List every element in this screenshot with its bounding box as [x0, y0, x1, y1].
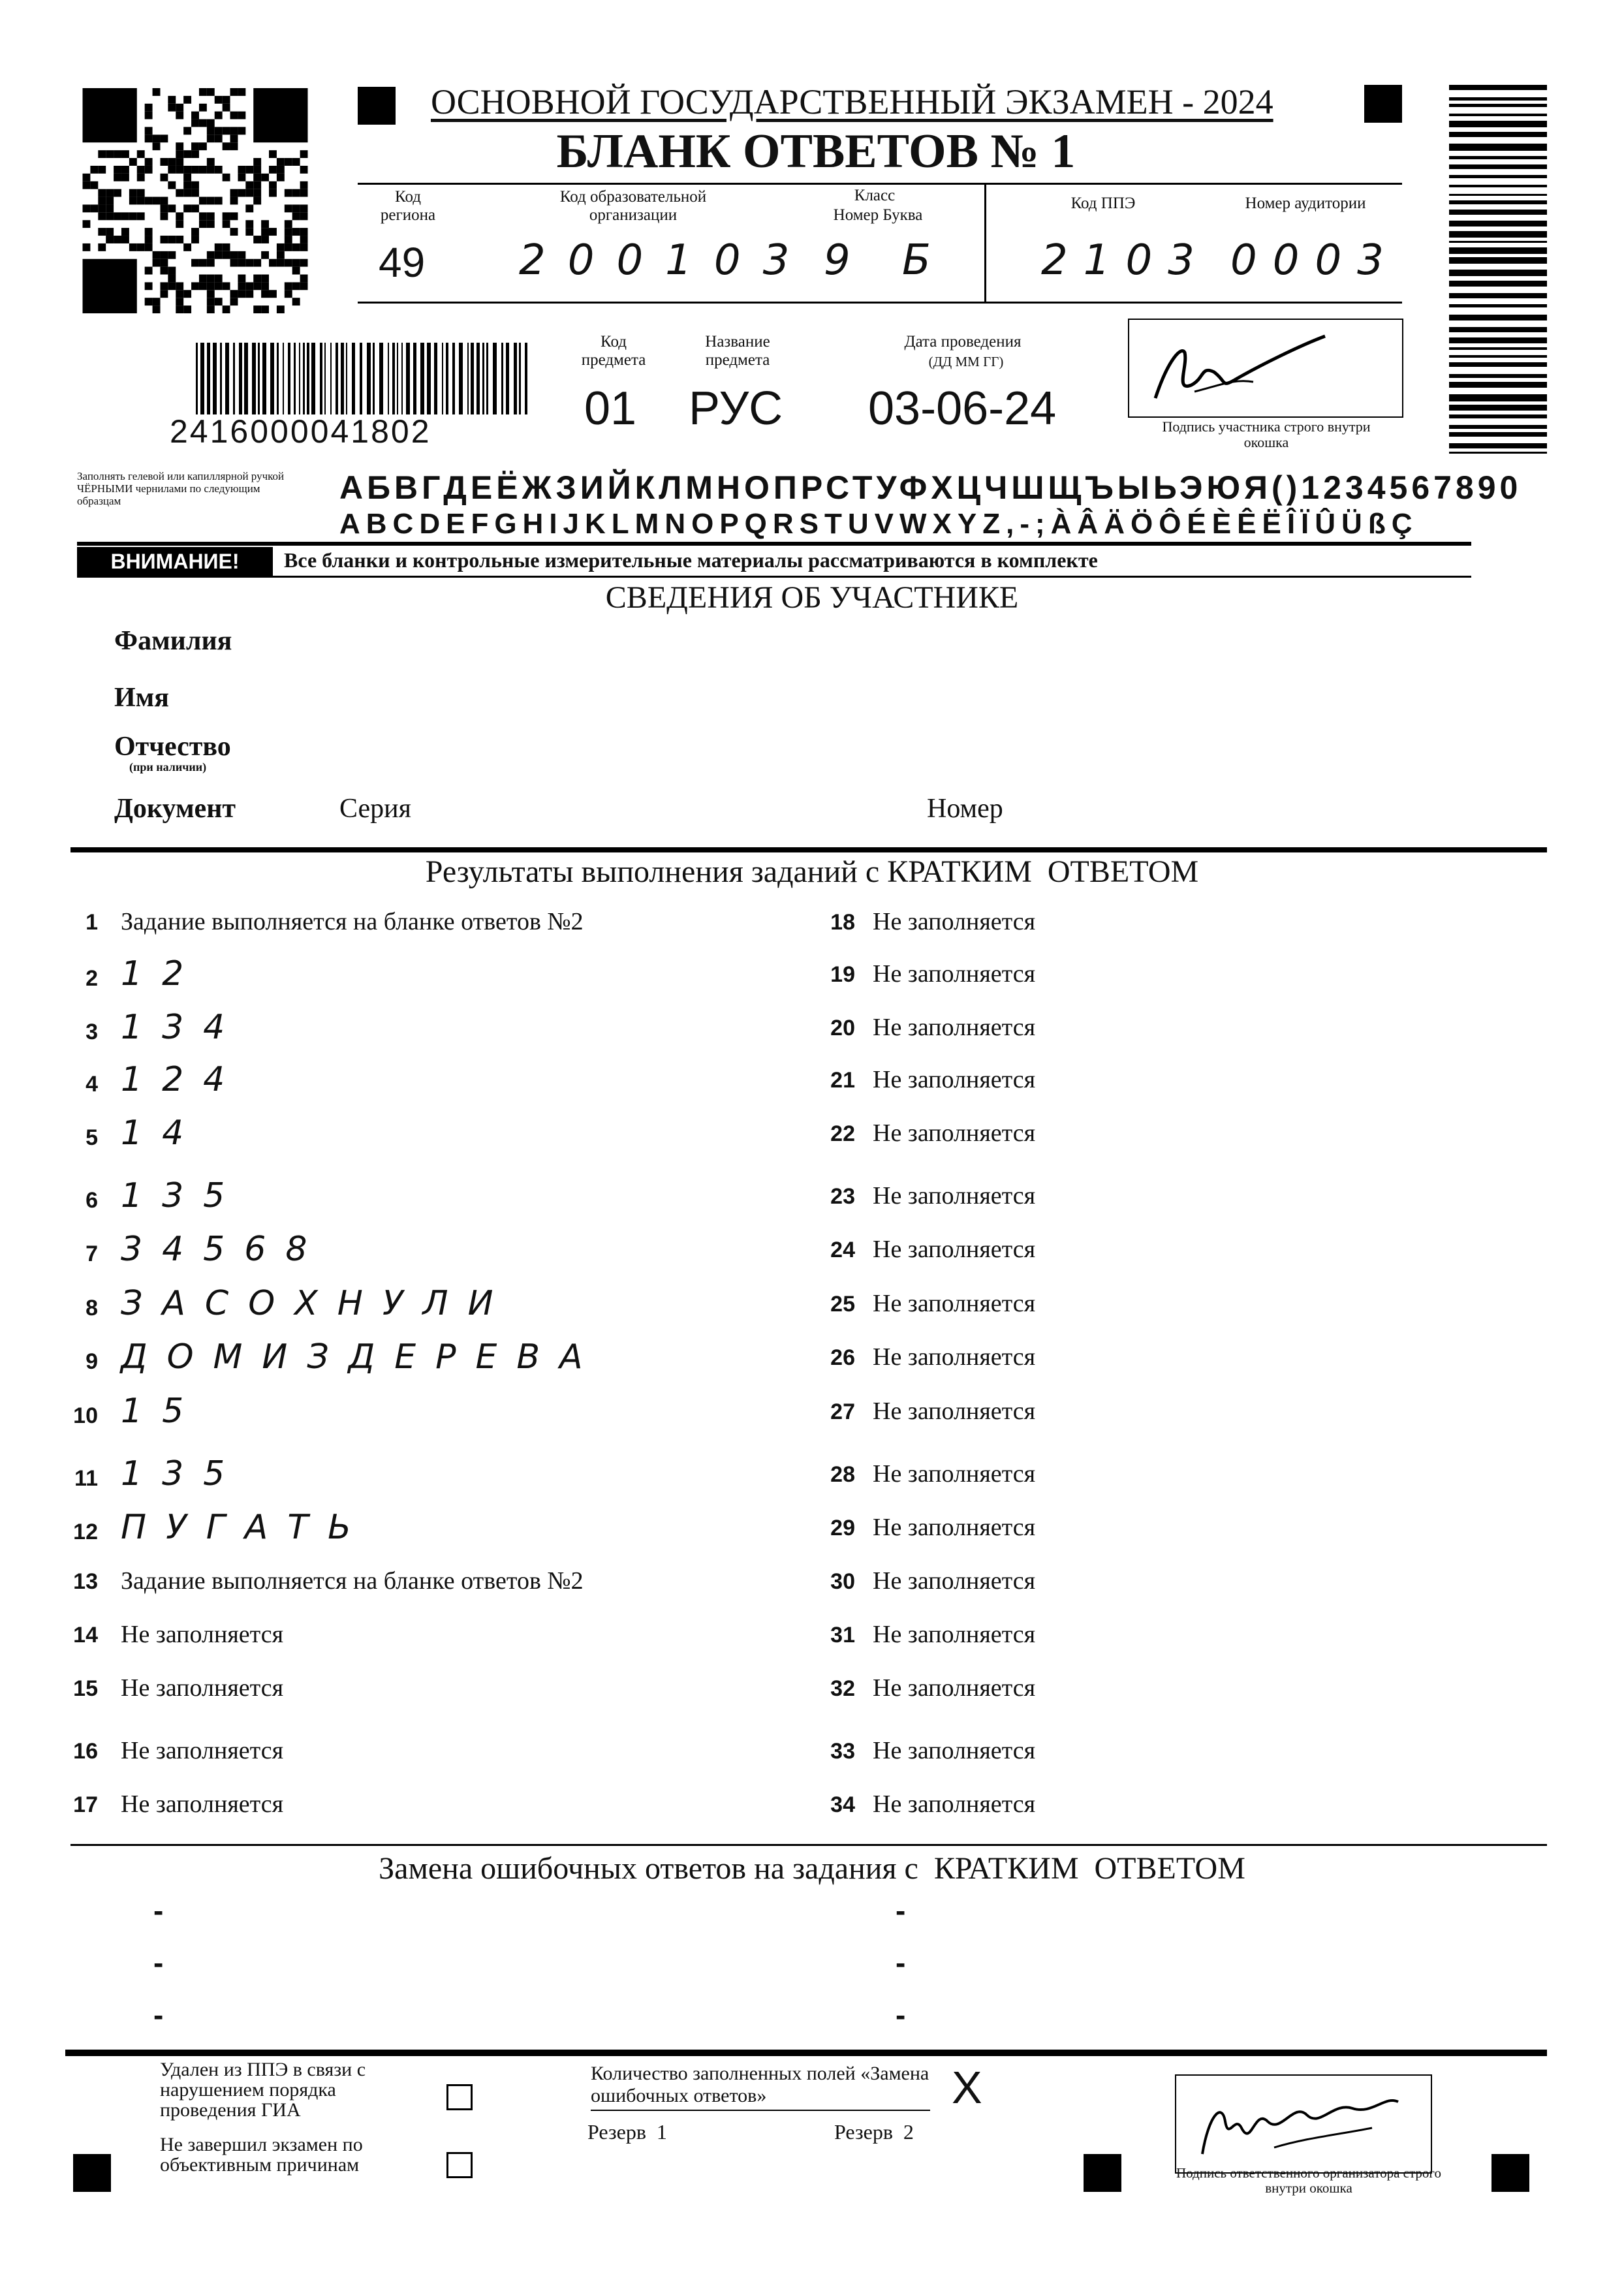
question-number: 32 — [830, 1676, 855, 1701]
answer-field[interactable]: 134 — [121, 1008, 245, 1047]
surname-label: Фамилия — [114, 626, 232, 656]
answer-note: Не заполняется — [873, 1236, 1036, 1263]
ppe-label: Код ППЭ — [1070, 195, 1136, 212]
results-bottom-rule — [70, 1844, 1547, 1846]
organizer-signature-box[interactable] — [1175, 2074, 1432, 2174]
alignment-marker-bottom-mid — [1084, 2154, 1121, 2192]
participant-bottom-rule — [70, 847, 1547, 852]
alignment-marker-bottom-right — [1491, 2154, 1529, 2192]
reserve-1-label: Резерв 1 — [587, 2120, 667, 2144]
answer-field[interactable]: 15 — [121, 1392, 204, 1431]
question-number: 13 — [73, 1569, 98, 1594]
series-label: Серия — [339, 794, 411, 824]
form-title: БЛАНК ОТВЕТОВ № 1 — [556, 125, 1076, 178]
question-number: 26 — [830, 1345, 855, 1370]
room-label: Номер аудитории — [1245, 195, 1366, 212]
sample-row-cyrillic: АБВГДЕЁЖЗИЙКЛМНОПРСТУФХЦЧШЩЪЫЬЭЮЯ()1234567890 — [339, 469, 1522, 506]
answer-note: Не заполняется — [873, 960, 1036, 988]
exam-title: ОСНОВНОЙ ГОСУДАРСТВЕННЫЙ ЭКЗАМЕН - 2024 — [431, 82, 1273, 121]
replacement-field[interactable]: - — [153, 1998, 164, 2032]
question-number: 21 — [830, 1068, 855, 1093]
exam-date-format: (ДД ММ ГГ) — [928, 354, 1004, 369]
class-number: 9 — [824, 236, 851, 285]
replacement-field[interactable]: - — [896, 1894, 906, 1928]
answer-field[interactable]: 135 — [121, 1454, 245, 1493]
answer-note: Не заполняется — [873, 1460, 1036, 1488]
question-number: 22 — [830, 1121, 855, 1146]
answer-note: Не заполняется — [121, 1790, 284, 1818]
attention-badge: ВНИМАНИЕ! — [77, 547, 273, 576]
replacement-field[interactable]: - — [896, 1998, 906, 2032]
document-label: Документ — [114, 794, 236, 824]
answer-note: Задание выполняется на бланке ответов №2 — [121, 1567, 584, 1595]
exam-date-value: 03-06-24 — [868, 383, 1057, 435]
question-number: 18 — [830, 910, 855, 935]
question-number: 24 — [830, 1238, 855, 1262]
question-number: 25 — [830, 1292, 855, 1317]
answer-field[interactable]: 34568 — [121, 1230, 327, 1269]
reserve-2-label: Резерв 2 — [834, 2120, 914, 2144]
not-finished-checkbox[interactable] — [446, 2152, 473, 2178]
subject-name-label: Название предмета — [705, 333, 770, 369]
answer-note: Задание выполняется на бланке ответов №2 — [121, 908, 584, 935]
question-number: 10 — [73, 1403, 98, 1428]
exam-date-label: Дата проведения — [904, 333, 1022, 351]
results-section-title: Результаты выполнения заданий с КРАТКИМ ОТВЕТОМ — [425, 854, 1199, 889]
sample-row-latin: ABCDEFGHIJKLMNOPQRSTUVWXYZ,-;ÀÂÄÖÔÉÈÊËÎÏÛÜßÇ — [339, 508, 1418, 540]
question-number: 30 — [830, 1569, 855, 1594]
participant-signature-box[interactable] — [1128, 319, 1403, 418]
question-number: 2 — [86, 966, 98, 991]
question-number: 11 — [74, 1466, 98, 1491]
replacement-field[interactable]: - — [153, 1894, 164, 1928]
question-number: 8 — [86, 1296, 98, 1320]
answer-note: Не заполняется — [873, 1790, 1036, 1818]
attention-rule — [77, 576, 1471, 578]
class-letter: Б — [902, 236, 931, 285]
side-barcode — [1449, 85, 1547, 457]
answer-note: Не заполняется — [873, 1119, 1036, 1147]
question-number: 5 — [86, 1125, 98, 1150]
participant-signature-icon — [1129, 320, 1402, 416]
org-label: Код образовательной организации — [559, 188, 707, 224]
room-value: 0003 — [1230, 236, 1399, 285]
question-number: 19 — [830, 962, 855, 987]
codes-box-top — [358, 183, 1402, 185]
question-number: 14 — [73, 1623, 98, 1648]
question-number: 7 — [86, 1242, 98, 1266]
answer-note: Не заполняется — [873, 908, 1036, 935]
answer-field[interactable]: ДОМИЗДЕРЕВА — [121, 1337, 602, 1377]
class-label: Класс — [854, 187, 896, 204]
answer-note: Не заполняется — [121, 1674, 284, 1702]
subject-name-value: РУС — [689, 383, 783, 435]
question-number: 16 — [73, 1739, 98, 1764]
answer-field[interactable]: ПУГАТЬ — [121, 1508, 371, 1547]
removed-checkbox[interactable] — [446, 2084, 473, 2110]
answer-field[interactable]: 124 — [121, 1060, 245, 1099]
not-finished-label: Не завершил экзамен по объективным причинам — [160, 2134, 363, 2176]
patronymic-note: (при наличии) — [129, 760, 207, 773]
question-number: 9 — [86, 1349, 98, 1374]
question-number: 12 — [73, 1520, 98, 1544]
answer-field[interactable]: 135 — [121, 1176, 245, 1215]
removed-label: Удален из ППЭ в связи с нарушением порядка проведения ГИА — [160, 2059, 366, 2121]
answer-note: Не заполняется — [873, 1514, 1036, 1541]
region-value: 49 — [379, 239, 426, 286]
answer-note: Не заполняется — [873, 1398, 1036, 1425]
organizer-signature-caption: Подпись ответственного организатора строго внутри окошка — [1176, 2165, 1442, 2196]
replacement-bottom-rule — [65, 2050, 1547, 2056]
alignment-marker-top-right — [1364, 85, 1402, 123]
question-number: 27 — [830, 1399, 855, 1424]
barcode-number: 2416000041802 — [170, 413, 431, 450]
replacement-field[interactable]: - — [896, 1946, 906, 1980]
question-number: 28 — [830, 1462, 855, 1487]
question-number: 34 — [830, 1792, 855, 1817]
codes-box-divider — [984, 183, 986, 302]
replacements-count-value[interactable]: X — [952, 2062, 982, 2113]
question-number: 3 — [86, 1020, 98, 1044]
alignment-marker-bottom-left — [73, 2154, 111, 2192]
answer-note: Не заполняется — [121, 1737, 284, 1764]
answer-note: Не заполняется — [873, 1343, 1036, 1371]
question-number: 20 — [830, 1016, 855, 1040]
answer-note: Не заполняется — [873, 1066, 1036, 1093]
question-number: 17 — [73, 1792, 98, 1817]
answer-note: Не заполняется — [121, 1621, 284, 1648]
patronymic-label: Отчество — [114, 732, 231, 762]
replacements-count-label: Количество заполненных полей «Замена ошибочных ответов» — [591, 2063, 929, 2106]
answer-note: Не заполняется — [873, 1621, 1036, 1648]
answer-field[interactable]: ЗАСОХНУЛИ — [121, 1284, 513, 1323]
number-label: Номер — [927, 794, 1003, 824]
question-number: 1 — [86, 910, 98, 935]
subject-code-label: Код предмета — [581, 333, 646, 369]
subject-code-value: 01 — [584, 383, 637, 435]
replacement-field[interactable]: - — [153, 1946, 164, 1980]
region-label: Код региона — [380, 188, 436, 224]
answer-note: Не заполняется — [873, 1014, 1036, 1041]
codes-box-bottom — [358, 302, 1402, 304]
samples-bottom-rule — [77, 542, 1471, 546]
question-number: 31 — [830, 1623, 855, 1648]
participant-section-title: СВЕДЕНИЯ ОБ УЧАСТНИКЕ — [605, 580, 1019, 615]
answer-note: Не заполняется — [873, 1290, 1036, 1317]
answer-field[interactable]: 14 — [121, 1114, 204, 1153]
class-sub-label: Номер Буква — [833, 206, 923, 224]
qr-code — [77, 88, 313, 313]
question-number: 33 — [830, 1739, 855, 1764]
question-number: 15 — [73, 1676, 98, 1701]
samples-instruction: Заполнять гелевой или капиллярной ручкой ЧЁРНЫМИ чернилами по следующим образцам — [77, 470, 285, 507]
replacements-count-rule — [591, 2110, 930, 2111]
name-label: Имя — [114, 683, 169, 713]
answer-note: Не заполняется — [873, 1737, 1036, 1764]
question-number: 29 — [830, 1516, 855, 1540]
question-number: 23 — [830, 1184, 855, 1209]
question-number: 6 — [86, 1188, 98, 1213]
answer-note: Не заполняется — [873, 1674, 1036, 1702]
answer-note: Не заполняется — [873, 1567, 1036, 1595]
answer-field[interactable]: 12 — [121, 954, 204, 993]
org-value: 200103 — [519, 236, 812, 285]
participant-signature-caption: Подпись участника строго внутри окошка — [1162, 418, 1371, 450]
alignment-marker-top-left — [358, 87, 396, 125]
question-number: 4 — [86, 1072, 98, 1097]
replacement-section-title: Замена ошибочных ответов на задания с КРАТКИМ ОТВЕТОМ — [379, 1851, 1245, 1886]
ppe-value: 2103 — [1041, 236, 1210, 285]
attention-text: Все бланки и контрольные измерительные материалы рассматриваются в комплекте — [284, 548, 1098, 572]
organizer-signature-icon — [1176, 2076, 1431, 2172]
answer-note: Не заполняется — [873, 1182, 1036, 1210]
